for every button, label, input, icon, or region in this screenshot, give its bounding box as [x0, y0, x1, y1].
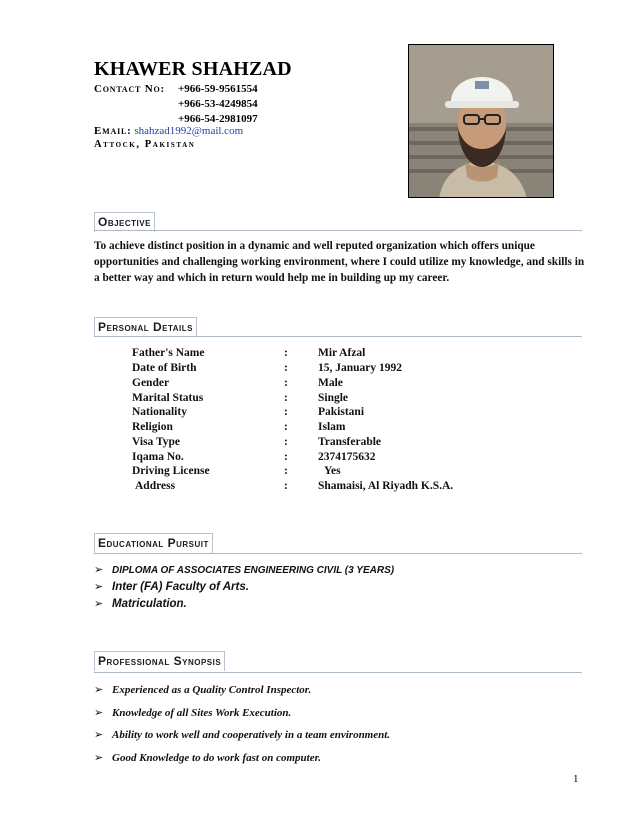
detail-key: Marital Status	[132, 392, 204, 404]
arrow-bullet-icon: ➢	[94, 684, 104, 696]
list-item	[94, 751, 321, 764]
detail-sep: :	[284, 436, 288, 448]
candidate-name: KHAWER SHAHZAD	[94, 58, 292, 80]
detail-sep: :	[284, 347, 288, 359]
detail-value: Male	[318, 377, 343, 389]
detail-value: Islam	[318, 421, 346, 433]
detail-sep: :	[284, 480, 288, 492]
section-divider	[94, 336, 582, 337]
detail-sep: :	[284, 406, 288, 418]
detail-key: Driving License	[132, 465, 210, 477]
contact-label-text: Contact No:	[94, 83, 165, 95]
detail-value: Shamaisi, Al Riyadh K.S.A.	[318, 480, 454, 492]
synopsis-heading: Professional Synopsis	[94, 651, 225, 671]
phone-number: +966-54-2981097	[178, 113, 258, 125]
synopsis-item: Experienced as a Quality Control Inspector.	[112, 684, 312, 696]
detail-sep: :	[284, 377, 288, 389]
arrow-bullet-icon: ➢	[94, 707, 104, 719]
list-item	[94, 683, 311, 696]
detail-value: Transferable	[318, 436, 382, 448]
phone-number: +966-53-4249854	[178, 98, 258, 110]
synopsis-item: Good Knowledge to do work fast on computer.	[112, 752, 322, 764]
profile-photo-icon	[409, 45, 554, 198]
list-item	[94, 597, 187, 610]
detail-value: Yes	[324, 465, 341, 477]
arrow-bullet-icon: ➢	[94, 598, 104, 610]
synopsis-item: Knowledge of all Sites Work Execution.	[112, 707, 292, 719]
list-item	[94, 728, 390, 741]
synopsis-item: Ability to work well and cooperatively in a team environment.	[112, 729, 391, 741]
detail-key: Date of Birth	[132, 362, 197, 374]
location: Attock, Pakistan	[94, 139, 196, 150]
detail-key: Nationality	[132, 406, 187, 418]
detail-sep: :	[284, 392, 288, 404]
arrow-bullet-icon: ➢	[94, 564, 104, 576]
objective-heading: Objective	[94, 212, 155, 232]
detail-sep: :	[284, 421, 288, 433]
detail-sep: :	[284, 465, 288, 477]
detail-key: Father's Name	[132, 347, 205, 359]
detail-key: Address	[135, 480, 176, 492]
email-link[interactable]: shahzad1992@mail.com	[134, 125, 244, 137]
detail-value: 2374175632	[318, 451, 376, 463]
arrow-bullet-icon: ➢	[94, 581, 104, 593]
detail-key: Iqama No.	[132, 451, 184, 463]
phone-list	[178, 82, 258, 127]
page-number: 1	[573, 773, 579, 785]
education-item: DIPLOMA OF ASSOCIATES ENGINEERING CIVIL (3 YEARS)	[112, 565, 395, 576]
contact-label	[94, 82, 165, 97]
detail-key: Visa Type	[132, 436, 181, 448]
section-divider	[94, 672, 582, 673]
objective-text: To achieve distinct position in a dynamic and well reputed organization which offers unique opportunities and challenging working environment, where I could utilize my knowledge, and skills in a better way and which in return would help me in building up my career.	[94, 240, 585, 284]
email-label: Email:	[94, 125, 132, 137]
personal-details-heading: Personal Details	[94, 317, 197, 337]
phone-number: +966-59-9561554	[178, 83, 258, 95]
detail-value: Pakistani	[318, 406, 365, 418]
detail-value: Single	[318, 392, 349, 404]
education-item: Matriculation.	[112, 598, 187, 610]
detail-key: Gender	[132, 377, 170, 389]
section-divider	[94, 553, 582, 554]
education-item: Inter (FA) Faculty of Arts.	[112, 581, 249, 593]
detail-key: Religion	[132, 421, 173, 433]
detail-value: 15, January 1992	[318, 362, 403, 374]
section-divider	[94, 230, 582, 231]
arrow-bullet-icon: ➢	[94, 729, 104, 741]
detail-value: Mir Afzal	[318, 347, 366, 359]
email-line	[94, 124, 243, 139]
list-item	[94, 580, 249, 593]
detail-sep: :	[284, 451, 288, 463]
list-item	[94, 563, 394, 576]
list-item	[94, 706, 291, 719]
detail-sep: :	[284, 362, 288, 374]
education-heading: Educational Pursuit	[94, 533, 213, 553]
profile-photo	[408, 44, 554, 198]
arrow-bullet-icon: ➢	[94, 752, 104, 764]
